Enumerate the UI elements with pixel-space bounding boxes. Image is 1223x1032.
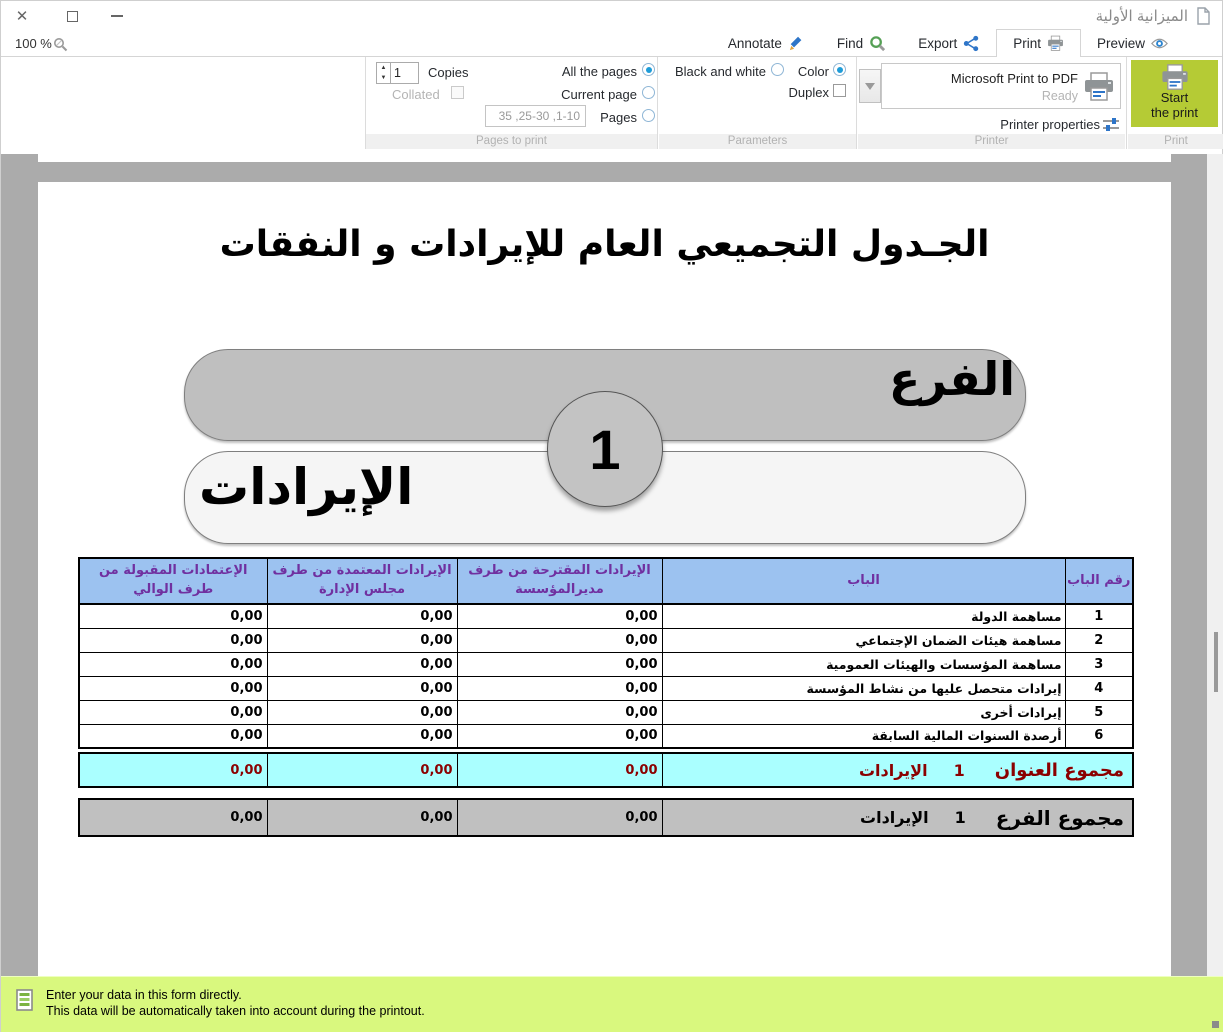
status-line-1: Enter your data in this form directly. <box>46 988 242 1002</box>
accepted-value-cell[interactable]: 0,00 <box>79 724 267 748</box>
copies-input[interactable]: 1 <box>390 62 419 84</box>
proposed-value-cell[interactable]: 0,00 <box>457 604 662 628</box>
row-number: 5 <box>1065 700 1133 724</box>
section-label: الإيرادات <box>199 458 414 516</box>
status-line-2: This data will be automatically taken into account during the printout. <box>46 1004 425 1018</box>
approved-value-cell[interactable]: 0,00 <box>267 604 457 628</box>
approved-value-cell[interactable]: 0,00 <box>267 628 457 652</box>
total-branch-number: 1 <box>954 808 966 827</box>
pencil-icon <box>788 35 805 52</box>
sliders-icon <box>1102 115 1120 133</box>
pages-radio[interactable] <box>642 109 655 122</box>
row-number: 6 <box>1065 724 1133 748</box>
copies-stepper[interactable]: ▲ ▼ <box>376 62 391 84</box>
row-label: مساهمة الدولة <box>662 604 1065 628</box>
window-title: الميزانية الأولية <box>1095 8 1188 25</box>
group-print <box>1128 57 1223 149</box>
document-title: الجـدول التجميعي العام للإيرادات و النفقات <box>219 224 990 265</box>
pages-label: Pages <box>600 110 637 125</box>
document-page <box>38 182 1171 976</box>
maximize-button[interactable] <box>59 5 85 27</box>
search-icon <box>869 35 886 52</box>
print-preview-area <box>1 154 1223 976</box>
print-ribbon <box>1 57 1222 149</box>
status-bar <box>1 976 1223 1032</box>
zoom-level: 100 % <box>15 36 52 51</box>
find-label: Find <box>836 35 864 51</box>
form-info-icon <box>16 989 33 1011</box>
row-number: 2 <box>1065 628 1133 652</box>
approved-value-cell[interactable]: 0,00 <box>267 700 457 724</box>
printer-select[interactable] <box>881 63 1121 109</box>
col-header-chapter-number: رقم الباب <box>1065 558 1133 604</box>
table-row <box>79 676 1133 700</box>
total-title-accepted: 0,00 <box>79 753 267 787</box>
tab-preview[interactable] <box>1081 29 1184 57</box>
total-title-label-cell <box>662 753 1133 787</box>
group-caption-pages: Pages to print <box>366 134 657 149</box>
group-caption-print: Print <box>1128 134 1223 149</box>
table-row <box>79 604 1133 628</box>
find-button[interactable] <box>821 29 902 57</box>
collated-label: Collated <box>392 87 440 102</box>
printer-icon <box>1047 35 1064 52</box>
accepted-value-cell[interactable]: 0,00 <box>79 700 267 724</box>
row-number: 3 <box>1065 652 1133 676</box>
table-header-row <box>79 558 1133 604</box>
group-caption-parameters: Parameters <box>659 134 856 149</box>
table-row <box>79 724 1133 748</box>
printer-properties-label: Printer properties <box>1000 116 1100 132</box>
printer-properties-button[interactable] <box>1000 115 1120 133</box>
title-bar <box>1 1 1222 29</box>
scrollbar-thumb[interactable] <box>1214 632 1218 692</box>
printer-status: Ready <box>1041 89 1078 103</box>
row-label: إيرادات أخرى <box>662 700 1065 724</box>
pages-range-input[interactable]: 35 ,25-30 ,1-10 <box>485 105 586 127</box>
row-label: أرصدة السنوات المالية السابقة <box>662 724 1065 748</box>
collated-checkbox[interactable] <box>451 86 464 99</box>
total-branch-proposed: 0,00 <box>457 799 662 836</box>
printer-device-icon <box>1083 72 1115 102</box>
proposed-value-cell[interactable]: 0,00 <box>457 676 662 700</box>
total-title-proposed: 0,00 <box>457 753 662 787</box>
accepted-value-cell[interactable]: 0,00 <box>79 676 267 700</box>
current-page-radio[interactable] <box>642 86 655 99</box>
annotate-label: Annotate <box>727 35 782 51</box>
export-button[interactable] <box>902 29 996 57</box>
table-row <box>79 700 1133 724</box>
col-header-proposed: الإيرادات المقترحة من طرف مديرالمؤسسة <box>457 558 662 604</box>
accepted-value-cell[interactable]: 0,00 <box>79 604 267 628</box>
revenue-table <box>78 557 1134 749</box>
total-branch-name: الإيرادات <box>860 808 929 827</box>
approved-value-cell[interactable]: 0,00 <box>267 676 457 700</box>
printer-icon <box>1160 64 1190 91</box>
current-page-label: Current page <box>561 87 637 102</box>
table-row <box>79 628 1133 652</box>
start-print-label-2: the print <box>1151 104 1198 120</box>
tab-print[interactable] <box>996 29 1081 57</box>
all-pages-radio[interactable] <box>642 63 655 76</box>
col-header-approved: الإيرادات المعتمدة من طرف مجلس الإدارة <box>267 558 457 604</box>
printer-dropdown-button[interactable] <box>859 69 881 103</box>
document-icon <box>1194 7 1212 25</box>
start-print-button[interactable] <box>1131 60 1218 127</box>
eye-icon <box>1151 35 1168 52</box>
table-row <box>79 652 1133 676</box>
proposed-value-cell[interactable]: 0,00 <box>457 724 662 748</box>
total-title-label: مجموع العنوان <box>994 759 1124 781</box>
close-button[interactable]: ✕ <box>15 8 29 25</box>
approved-value-cell[interactable]: 0,00 <box>267 724 457 748</box>
total-title-approved: 0,00 <box>267 753 457 787</box>
total-branch-row <box>78 798 1134 837</box>
group-caption-printer: Printer <box>858 134 1125 149</box>
proposed-value-cell[interactable]: 0,00 <box>457 628 662 652</box>
accepted-value-cell[interactable]: 0,00 <box>79 652 267 676</box>
export-label: Export <box>918 35 958 51</box>
total-branch-label-cell <box>662 799 1133 836</box>
start-print-label-1: Start <box>1160 90 1189 105</box>
approved-value-cell[interactable]: 0,00 <box>267 652 457 676</box>
print-tab-label: Print <box>1013 36 1041 51</box>
duplex-checkbox[interactable] <box>833 84 846 97</box>
row-number: 4 <box>1065 676 1133 700</box>
duplex-label: Duplex <box>788 85 829 100</box>
color-label: Color <box>797 64 829 79</box>
row-label: مساهمة المؤسسات والهيئات العمومية <box>662 652 1065 676</box>
total-title-row <box>78 752 1134 788</box>
group-pages-to-print <box>366 57 657 149</box>
black-white-label: Black and white <box>674 64 766 79</box>
col-header-accepted: الإعتمادات المقبولة من طرف الوالي <box>79 558 267 604</box>
total-branch-accepted: 0,00 <box>79 799 267 836</box>
black-white-radio[interactable] <box>771 63 784 76</box>
annotate-button[interactable] <box>712 29 821 57</box>
zoom-icon[interactable] <box>53 37 68 52</box>
group-printer <box>858 57 1125 149</box>
copies-label: Copies <box>428 65 469 80</box>
printer-name: Microsoft Print to PDF <box>950 71 1078 86</box>
resize-grip[interactable] <box>1212 1021 1219 1028</box>
branch-number-badge: 1 <box>547 391 663 507</box>
proposed-value-cell[interactable]: 0,00 <box>457 700 662 724</box>
row-label: مساهمة هيئات الضمان الإجتماعي <box>662 628 1065 652</box>
total-title-name: الإيرادات <box>858 760 928 780</box>
row-label: إيرادات متحصل عليها من نشاط المؤسسة <box>662 676 1065 700</box>
preview-tab-label: Preview <box>1096 35 1145 51</box>
total-title-number: 1 <box>953 760 965 780</box>
share-icon <box>963 35 980 52</box>
all-pages-label: All the pages <box>561 64 637 79</box>
col-header-chapter: الباب <box>662 558 1065 604</box>
accepted-value-cell[interactable]: 0,00 <box>79 628 267 652</box>
group-parameters <box>659 57 856 149</box>
proposed-value-cell[interactable]: 0,00 <box>457 652 662 676</box>
tab-strip <box>1 29 1222 57</box>
previous-page-edge <box>38 154 1171 162</box>
vertical-scrollbar[interactable] <box>1207 154 1223 976</box>
color-radio[interactable] <box>833 63 846 76</box>
row-number: 1 <box>1065 604 1133 628</box>
total-branch-label: مجموع الفرع <box>995 805 1124 830</box>
total-branch-approved: 0,00 <box>267 799 457 836</box>
minimize-button[interactable] <box>104 5 130 27</box>
branch-label: الفرع <box>888 352 1015 406</box>
